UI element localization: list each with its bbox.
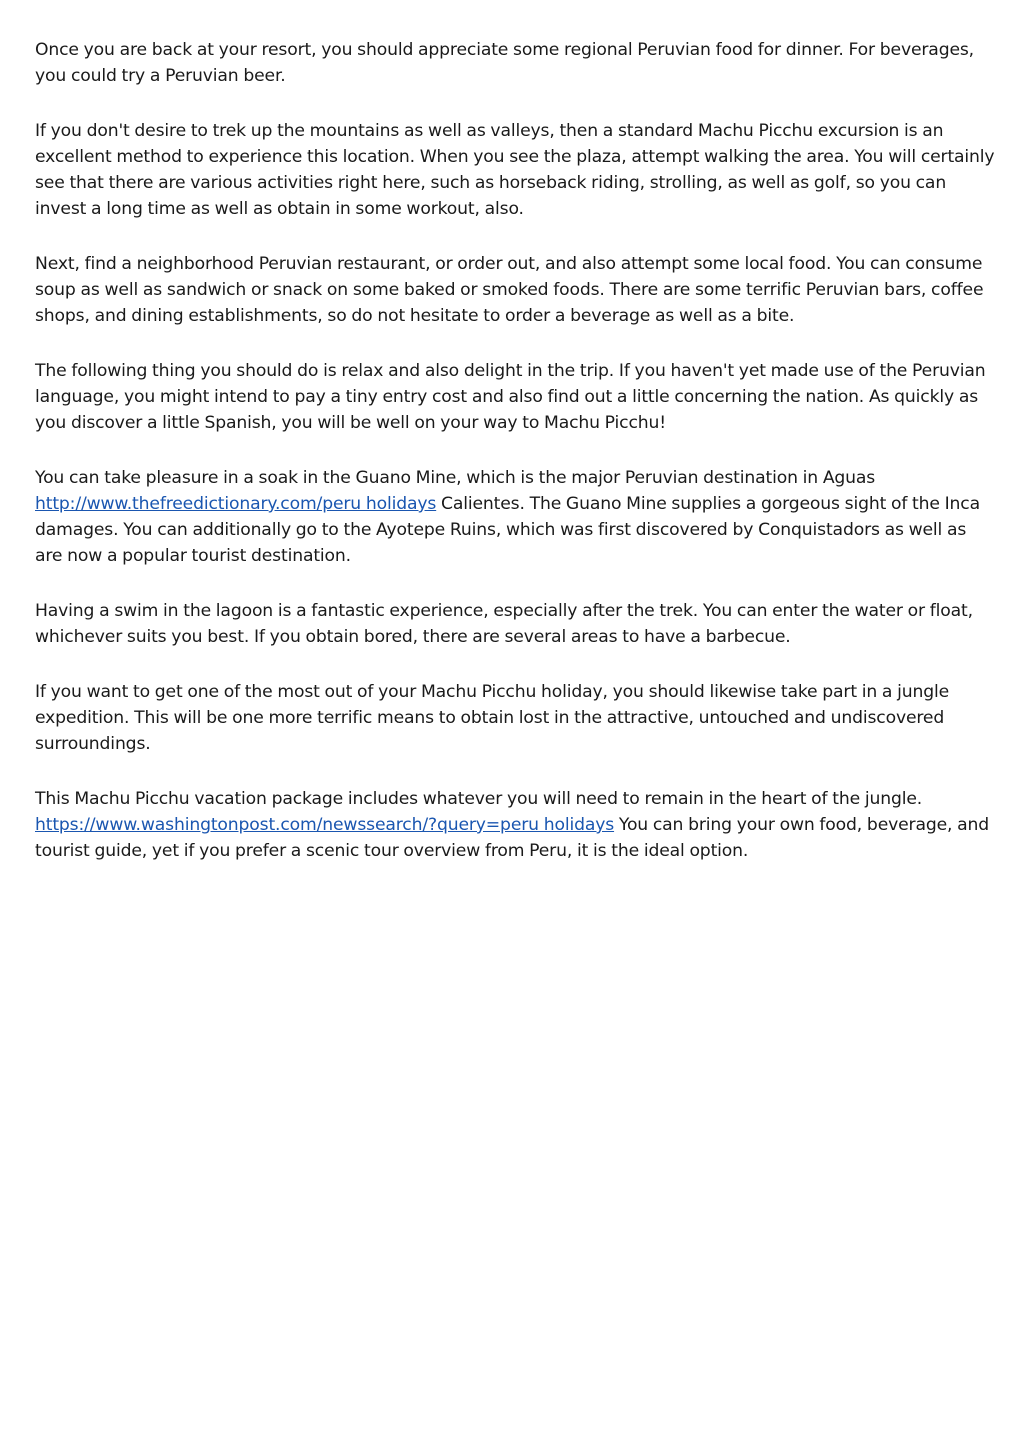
paragraph-text: If you want to get one of the most out of your Machu Picchu holiday, you should likewise take part in a jungle expedition. This will be one more terrific means to obtain lost in the attractive, untouched and undiscovered surroundings. (35, 682, 950, 754)
paragraph-text: The following thing you should do is relax and also delight in the trip. If you haven't yet made use of the Peruvian language, you might intend to pay a tiny entry cost and also find out a little concerning the nation. As quickly as you discover a little Spanish, you will be well on your way to Machu Picchu! (35, 361, 986, 433)
paragraph-text: Once you are back at your resort, you should appreciate some regional Peruvian food for dinner. For beverages, you could try a Peruvian beer. (35, 40, 974, 86)
paragraph-text: You can bring your own food, beverage, and tourist guide, yet if you prefer a scenic tour overview from Peru, it is the ideal option. (35, 815, 990, 861)
paragraph-8 (35, 786, 997, 864)
paragraph-6 (35, 598, 997, 650)
thefreedictionary-link[interactable]: http://www.thefreedictionary.com/peru holidays (35, 494, 437, 514)
paragraph-3 (35, 251, 997, 329)
paragraph-text: If you don't desire to trek up the mountains as well as valleys, then a standard Machu Picchu excursion is an excellent method to experience this location. When you see the plaza, attempt walking the area. You will certainly see that there are various activities right here, such as horseback riding, strolling, as well as golf, so you can invest a long time as well as obtain in some workout, also. (35, 121, 995, 219)
paragraph-text: Next, find a neighborhood Peruvian restaurant, or order out, and also attempt some local food. You can consume soup as well as sandwich or snack on some baked or smoked foods. There are some terrific Peruvian bars, coffee shops, and dining establishments, so do not hesitate to order a beverage as well as a bite. (35, 254, 984, 326)
paragraph-5 (35, 465, 997, 569)
paragraph-text: Calientes. The Guano Mine supplies a gorgeous sight of the Inca damages. You can additionally go to the Ayotepe Ruins, which was first discovered by Conquistadors as well as are now a popular tourist destination. (35, 494, 980, 566)
paragraph-7 (35, 679, 997, 757)
paragraph-text: You can take pleasure in a soak in the Guano Mine, which is the major Peruvian destination in Aguas (35, 468, 876, 488)
document-body (35, 37, 997, 893)
paragraph-text: Having a swim in the lagoon is a fantastic experience, especially after the trek. You can enter the water or float, whichever suits you best. If you obtain bored, there are several areas to have a barbecue. (35, 601, 973, 647)
paragraph-text: This Machu Picchu vacation package includes whatever you will need to remain in the heart of the jungle. (35, 789, 923, 809)
paragraph-2 (35, 118, 997, 222)
washingtonpost-link[interactable]: https://www.washingtonpost.com/newssearch/?query=peru holidays (35, 815, 615, 835)
paragraph-1 (35, 37, 997, 89)
paragraph-4 (35, 358, 997, 436)
